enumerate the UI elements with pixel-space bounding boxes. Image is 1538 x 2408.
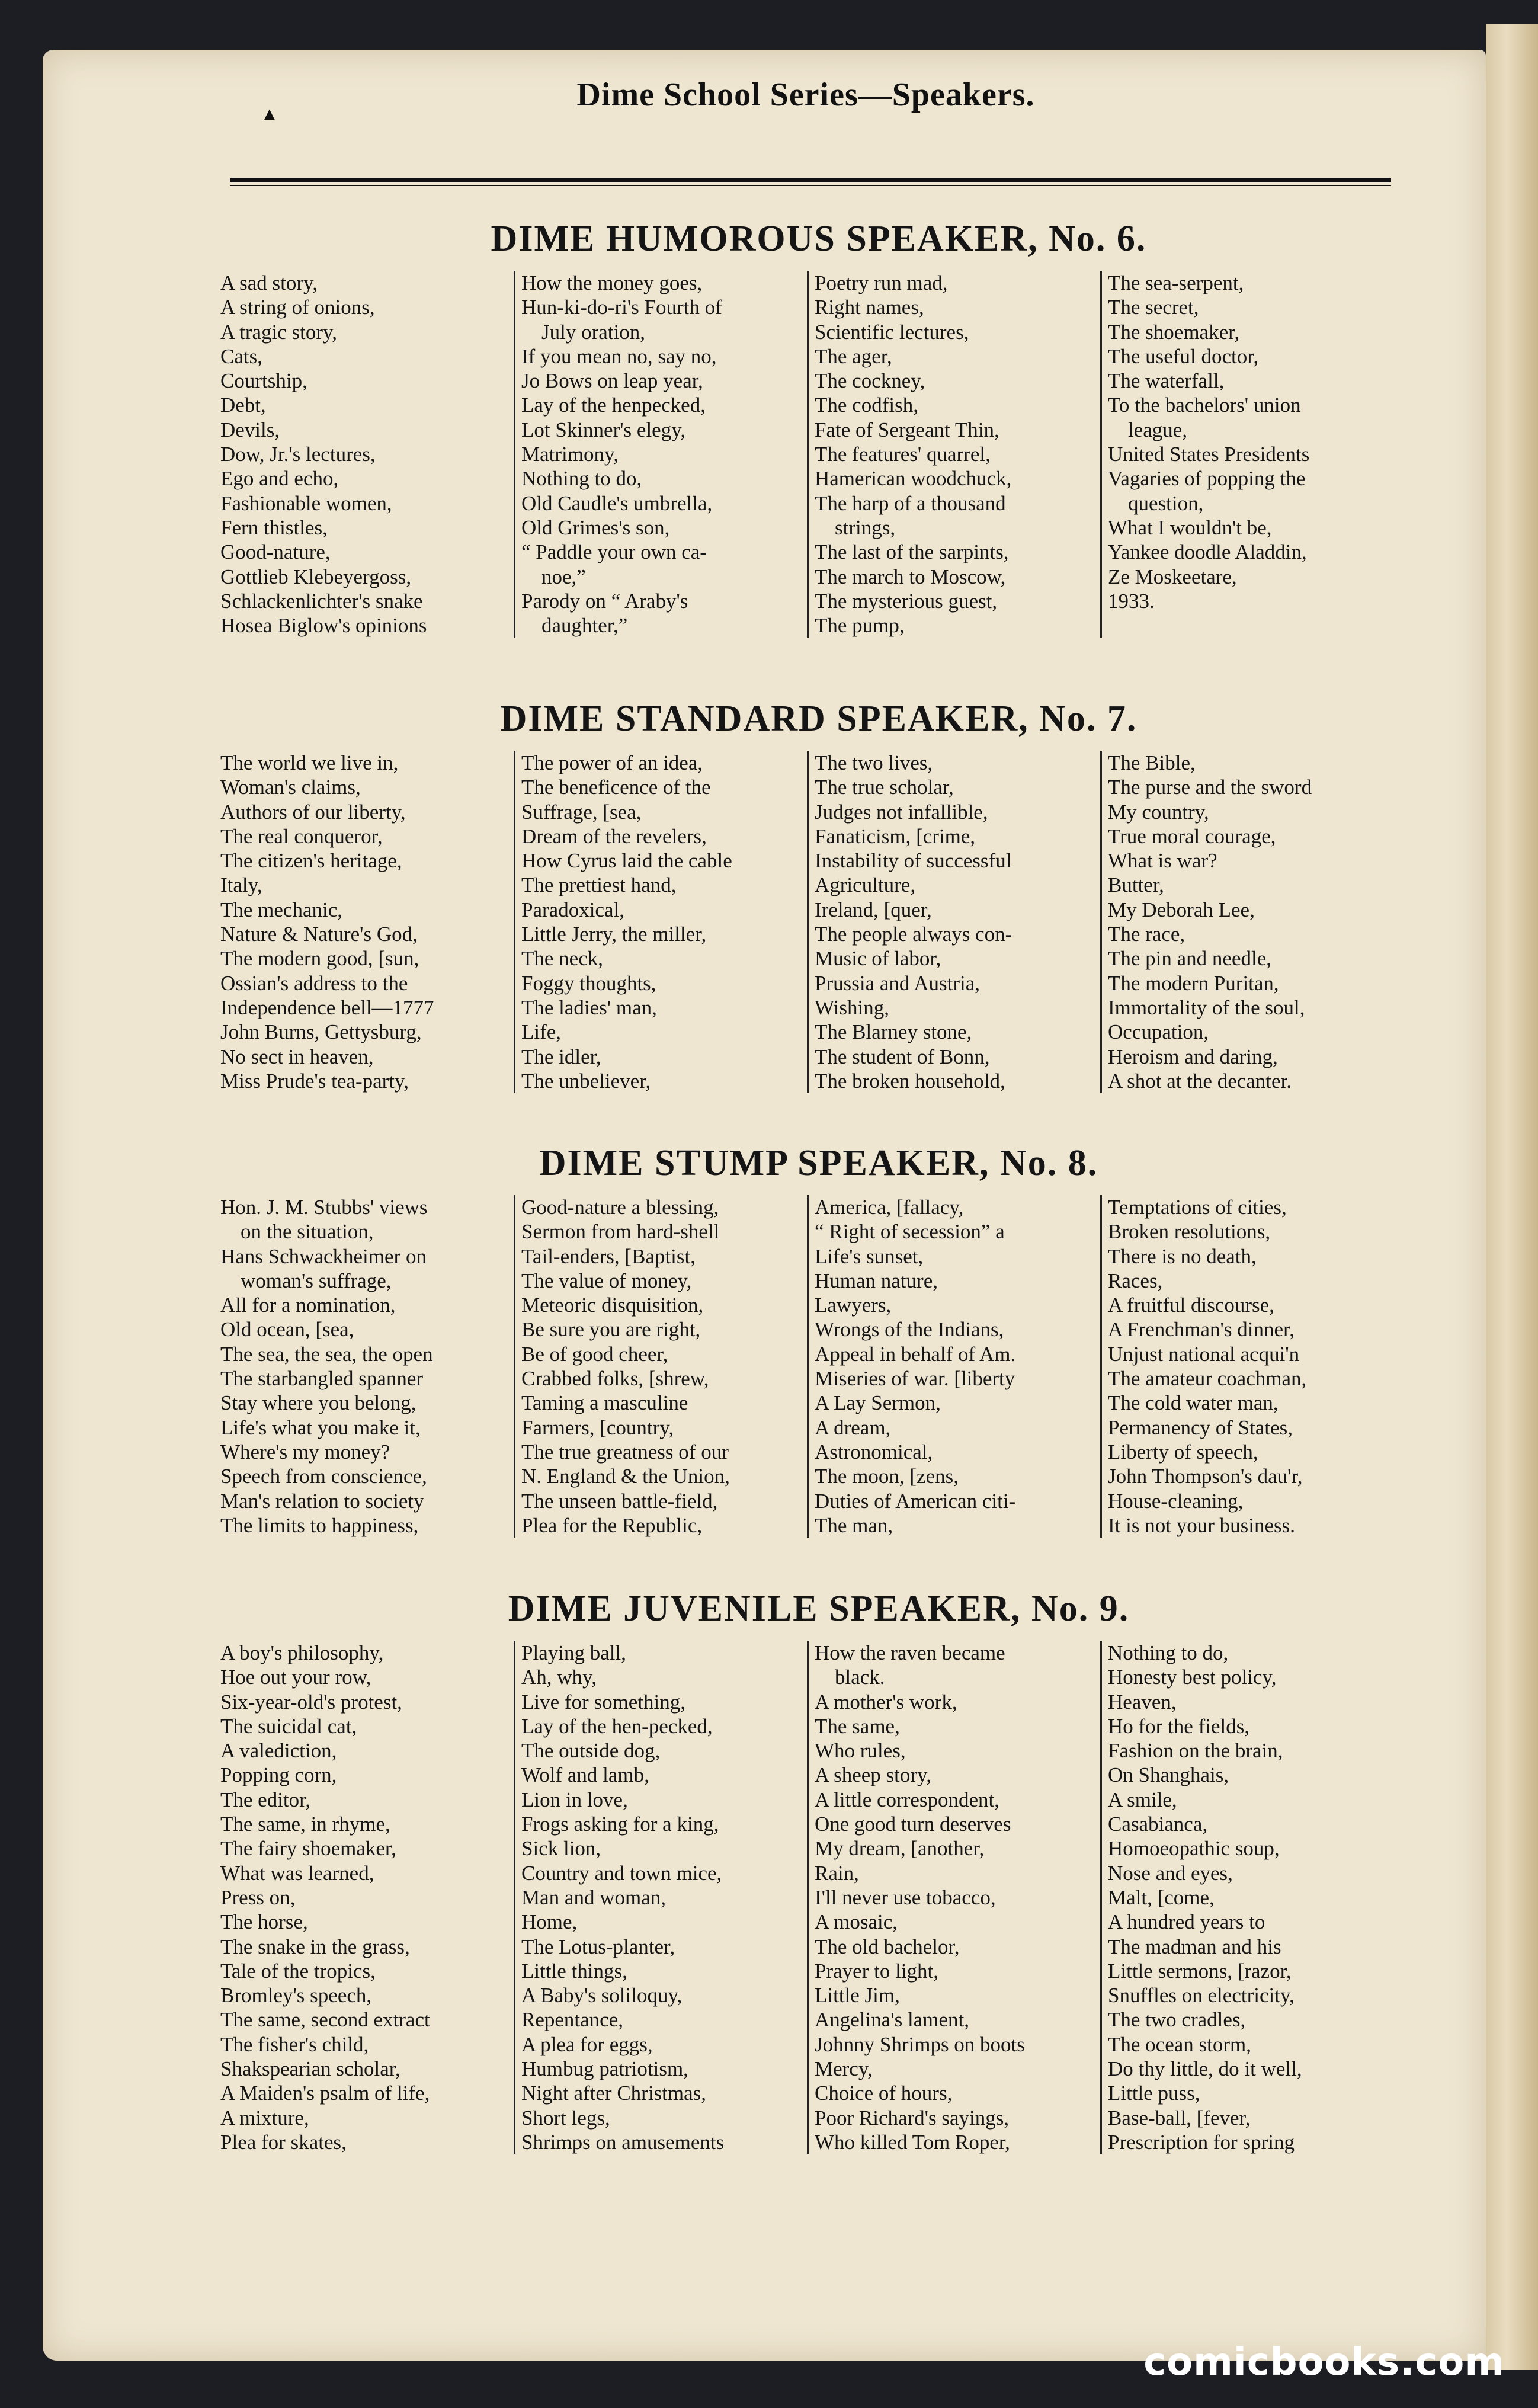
list-item: A tragic story, — [220, 320, 337, 344]
list-item: The starbangled spanner — [220, 1367, 424, 1391]
list-item: Ze Moskeetare, — [1108, 565, 1237, 588]
list-item: The two lives, — [815, 751, 933, 774]
list-item: No sect in heaven, — [220, 1045, 374, 1068]
list-item: Home, — [521, 1910, 578, 1934]
list-item: Little Jim, — [815, 1984, 900, 2007]
list-item: The outside dog, — [521, 1739, 661, 1763]
list-item: The pin and needle, — [1108, 947, 1272, 971]
list-item: The sea, the sea, the open — [220, 1342, 433, 1366]
list-item: The fairy shoemaker, — [220, 1837, 396, 1861]
list-item: Yankee doodle Aladdin, — [1108, 540, 1307, 564]
list-item: All for a nomination, — [220, 1293, 396, 1317]
section-title: DIME JUVENILE SPEAKER, No. 9. — [508, 1589, 1130, 1629]
list-item: Hosea Biglow's opinions — [220, 614, 427, 638]
list-item: A mother's work, — [815, 1690, 957, 1714]
list-item: Six-year-old's protest, — [220, 1690, 402, 1714]
list-item: question, — [1128, 491, 1204, 515]
list-item: The broken household, — [815, 1069, 1005, 1093]
section-column — [514, 1641, 807, 2154]
section-title: DIME HUMOROUS SPEAKER, No. 6. — [491, 219, 1147, 259]
list-item: The ocean storm, — [1108, 2032, 1251, 2056]
list-item: Parody on “ Araby's — [521, 589, 688, 613]
section-column — [807, 1195, 1100, 1538]
list-item: Who killed Tom Roper, — [815, 2130, 1010, 2154]
list-item: The suicidal cat, — [220, 1714, 357, 1738]
list-item: Instability of successful — [815, 849, 1012, 873]
list-item: A mixture, — [220, 2106, 309, 2130]
section-column — [807, 271, 1100, 638]
section-column — [220, 751, 514, 1093]
list-item: Country and town mice, — [521, 1861, 722, 1885]
list-item: The purse and the sword — [1108, 776, 1312, 799]
list-item: My country, — [1108, 800, 1209, 824]
list-item: Press on, — [220, 1885, 296, 1909]
list-item: Good-nature, — [220, 540, 331, 564]
section-column — [1100, 1195, 1393, 1538]
section-column — [807, 1641, 1100, 2154]
list-item: The same, second extract — [220, 2008, 430, 2032]
list-item: It is not your business. — [1108, 1513, 1295, 1537]
list-item: Astronomical, — [815, 1440, 933, 1464]
list-item: Angelina's lament, — [815, 2008, 969, 2032]
list-item: The moon, [zens, — [815, 1465, 959, 1488]
list-item: Miseries of war. [liberty — [815, 1367, 1015, 1391]
list-item: Prussia and Austria, — [815, 971, 981, 995]
list-item: Man and woman, — [521, 1885, 666, 1909]
list-item: The race, — [1108, 923, 1185, 946]
list-item: The Bible, — [1108, 751, 1196, 774]
list-item: A Maiden's psalm of life, — [220, 2082, 430, 2105]
list-item: Dow, Jr.'s lectures, — [220, 443, 376, 466]
list-item: Johnny Shrimps on boots — [815, 2032, 1025, 2056]
page-header — [225, 76, 1386, 114]
list-item: Do thy little, do it well, — [1108, 2057, 1302, 2081]
list-item: Butter, — [1108, 873, 1164, 897]
list-item: Meteoric disquisition, — [521, 1293, 704, 1317]
printer-mark-icon: ▲ — [261, 104, 278, 124]
list-item: Heaven, — [1108, 1690, 1177, 1714]
section-column — [220, 1641, 514, 2154]
list-item: The features' quarrel, — [815, 443, 991, 466]
list-item: A Frenchman's dinner, — [1108, 1318, 1295, 1341]
list-item: Fashion on the brain, — [1108, 1739, 1283, 1763]
list-item: Scientific lectures, — [815, 320, 969, 344]
list-item: John Thompson's dau'r, — [1108, 1465, 1303, 1488]
list-item: The people always con- — [815, 923, 1012, 946]
list-item: Nothing to do, — [521, 467, 642, 491]
header-rule — [230, 178, 1391, 186]
list-item: Taming a masculine — [521, 1391, 688, 1415]
list-item: A smile, — [1108, 1788, 1177, 1811]
list-item: Appeal in behalf of Am. — [815, 1342, 1016, 1366]
list-item: woman's suffrage, — [241, 1269, 392, 1292]
list-item: My Deborah Lee, — [1108, 898, 1255, 921]
list-item: Honesty best policy, — [1108, 1666, 1277, 1689]
list-item: The last of the sarpints, — [815, 540, 1009, 564]
list-item: Judges not infallible, — [815, 800, 988, 824]
list-item: noe,” — [541, 565, 586, 588]
list-item: The two cradles, — [1108, 2008, 1246, 2032]
list-item: A sad story, — [220, 271, 318, 294]
list-item: Popping corn, — [220, 1763, 337, 1787]
list-item: The unbeliever, — [521, 1069, 651, 1093]
list-item: Fashionable women, — [220, 491, 392, 515]
section-stump-speaker — [220, 1142, 1417, 1538]
section-column — [514, 271, 807, 638]
list-item: Italy, — [220, 873, 262, 897]
list-item: Stay where you belong, — [220, 1391, 416, 1415]
list-item: The student of Bonn, — [815, 1045, 990, 1068]
section-column — [514, 751, 807, 1093]
list-item: The harp of a thousand — [815, 491, 1006, 515]
section-humorous-speaker — [220, 218, 1417, 638]
list-item: Old ocean, [sea, — [220, 1318, 354, 1341]
page-edge — [1486, 24, 1538, 2370]
list-item: Ho for the fields, — [1108, 1714, 1250, 1738]
list-item: Occupation, — [1108, 1020, 1209, 1044]
list-item: A Lay Sermon, — [815, 1391, 941, 1415]
list-item: Little things, — [521, 1959, 627, 1983]
section-title: DIME STANDARD SPEAKER, No. 7. — [500, 699, 1138, 739]
list-item: House-cleaning, — [1108, 1489, 1244, 1513]
section-column — [1100, 751, 1393, 1093]
list-item: Malt, [come, — [1108, 1885, 1215, 1909]
list-item: The power of an idea, — [521, 751, 703, 774]
list-item: One good turn deserves — [815, 1813, 1011, 1836]
list-item: Hun-ki-do-ri's Fourth of — [521, 296, 722, 319]
list-item: The madman and his — [1108, 1935, 1281, 1958]
list-item: America, [fallacy, — [815, 1196, 964, 1219]
section-column — [1100, 1641, 1393, 2154]
list-item: Duties of American citi- — [815, 1489, 1016, 1513]
list-item: The pump, — [815, 614, 905, 638]
list-item: The modern good, [sun, — [220, 947, 419, 971]
list-item: Life's sunset, — [815, 1244, 924, 1268]
list-item: Fate of Sergeant Thin, — [815, 418, 999, 441]
list-item: Wishing, — [815, 995, 889, 1019]
list-item: True moral courage, — [1108, 824, 1276, 848]
list-item: Humbug patriotism, — [521, 2057, 688, 2081]
list-item: Cats, — [220, 344, 262, 368]
list-item: Rain, — [815, 1861, 859, 1885]
list-item: How the raven became — [815, 1641, 1005, 1664]
list-item: “ Right of secession” a — [815, 1220, 1005, 1244]
list-item: The snake in the grass, — [220, 1935, 410, 1958]
list-item: Speech from conscience, — [220, 1465, 427, 1488]
list-item: Temptations of cities, — [1108, 1196, 1287, 1219]
list-item: Heroism and daring, — [1108, 1045, 1278, 1068]
list-item: The same, in rhyme, — [220, 1813, 390, 1836]
list-item: Little sermons, [razor, — [1108, 1959, 1292, 1983]
list-item: Hon. J. M. Stubbs' views — [220, 1196, 428, 1219]
list-item: N. England & the Union, — [521, 1465, 730, 1488]
list-item: There is no death, — [1108, 1244, 1257, 1268]
list-item: Short legs, — [521, 2106, 610, 2130]
list-item: Courtship, — [220, 369, 307, 393]
list-item: What is war? — [1108, 849, 1217, 873]
list-item: strings, — [835, 515, 896, 539]
list-item: Poetry run mad, — [815, 271, 948, 294]
list-item: Lot Skinner's elegy, — [521, 418, 686, 441]
list-item: The amateur coachman, — [1108, 1367, 1307, 1391]
list-item: Authors of our liberty, — [220, 800, 406, 824]
list-item: The codfish, — [815, 393, 918, 417]
list-item: The value of money, — [521, 1269, 692, 1292]
list-item: Little puss, — [1108, 2082, 1200, 2105]
section-title: DIME STUMP SPEAKER, No. 8. — [539, 1143, 1098, 1183]
list-item: The ager, — [815, 344, 892, 368]
list-item: How the money goes, — [521, 271, 703, 294]
list-item: The mysterious guest, — [815, 589, 998, 613]
list-item: Hoe out your row, — [220, 1666, 371, 1689]
list-item: Ireland, [quer, — [815, 898, 932, 921]
list-item: Crabbed folks, [shrew, — [521, 1367, 709, 1391]
list-item: The Blarney stone, — [815, 1020, 972, 1044]
list-item: Prescription for spring — [1108, 2130, 1295, 2154]
list-item: The march to Moscow, — [815, 565, 1006, 588]
page-title: Dime School Series—Speakers. — [576, 76, 1035, 113]
list-item: Ah, why, — [521, 1666, 597, 1689]
list-item: The world we live in, — [220, 751, 399, 774]
list-item: 1933. — [1108, 589, 1155, 613]
list-item: Sick lion, — [521, 1837, 601, 1861]
list-item: A little correspondent, — [815, 1788, 1000, 1811]
list-item: Independence bell—1777 — [220, 995, 434, 1019]
list-item: The editor, — [220, 1788, 311, 1811]
section-columns — [220, 1195, 1417, 1538]
list-item: Mercy, — [815, 2057, 873, 2081]
list-item: A sheep story, — [815, 1763, 932, 1787]
list-item: Broken resolutions, — [1108, 1220, 1271, 1244]
list-item: Races, — [1108, 1269, 1163, 1292]
list-item: My dream, [another, — [815, 1837, 985, 1861]
list-item: Debt, — [220, 393, 266, 417]
list-item: Tail-enders, [Baptist, — [521, 1244, 696, 1268]
list-item: Foggy thoughts, — [521, 971, 656, 995]
list-item: Live for something, — [521, 1690, 686, 1714]
list-item: The shoemaker, — [1108, 320, 1240, 344]
list-item: Ossian's address to the — [220, 971, 408, 995]
list-item: Suffrage, [sea, — [521, 800, 642, 824]
list-item: Paradoxical, — [521, 898, 624, 921]
list-item: Ego and echo, — [220, 467, 339, 491]
section-column — [1100, 271, 1393, 638]
list-item: Sermon from hard-shell — [521, 1220, 720, 1244]
list-item: The unseen battle-field, — [521, 1489, 718, 1513]
list-item: Little Jerry, the miller, — [521, 923, 707, 946]
list-item: Old Caudle's umbrella, — [521, 491, 713, 515]
list-item: Nose and eyes, — [1108, 1861, 1233, 1885]
list-item: Snuffles on electricity, — [1108, 1984, 1295, 2007]
section-columns — [220, 271, 1417, 638]
list-item: Choice of hours, — [815, 2082, 953, 2105]
list-item: A valediction, — [220, 1739, 337, 1763]
list-item: Permanency of States, — [1108, 1416, 1293, 1439]
list-item: The ladies' man, — [521, 995, 657, 1019]
list-item: A mosaic, — [815, 1910, 898, 1934]
list-item: “ Paddle your own ca- — [521, 540, 707, 564]
list-item: A plea for eggs, — [521, 2032, 653, 2056]
list-item: The idler, — [521, 1045, 601, 1068]
list-item: The beneficence of the — [521, 776, 711, 799]
list-item: Unjust national acqui'n — [1108, 1342, 1300, 1366]
list-item: The citizen's heritage, — [220, 849, 402, 873]
section-columns — [220, 751, 1417, 1093]
list-item: The man, — [815, 1513, 893, 1537]
list-item: The horse, — [220, 1910, 308, 1934]
list-item: Lion in love, — [521, 1788, 628, 1811]
list-item: Dream of the revelers, — [521, 824, 707, 848]
list-item: Nothing to do, — [1108, 1641, 1229, 1664]
list-item: Where's my money? — [220, 1440, 390, 1464]
list-item: Miss Prude's tea-party, — [220, 1069, 409, 1093]
list-item: The neck, — [521, 947, 603, 971]
list-item: Shrimps on amusements — [521, 2130, 725, 2154]
list-item: To the bachelors' union — [1108, 393, 1301, 417]
list-item: Be of good cheer, — [521, 1342, 668, 1366]
list-item: Repentance, — [521, 2008, 623, 2032]
list-item: John Burns, Gettysburg, — [220, 1020, 422, 1044]
list-item: Plea for skates, — [220, 2130, 347, 2154]
list-item: A boy's philosophy, — [220, 1641, 384, 1664]
section-juvenile-speaker — [220, 1588, 1417, 2154]
list-item: black. — [835, 1666, 885, 1689]
watermark: comicbooks.com — [1143, 2340, 1505, 2384]
list-item: Homoeopathic soup, — [1108, 1837, 1280, 1861]
list-item: A dream, — [815, 1416, 891, 1439]
list-item: On Shanghais, — [1108, 1763, 1229, 1787]
list-item: Base-ball, [fever, — [1108, 2106, 1251, 2130]
list-item: Farmers, [country, — [521, 1416, 674, 1439]
list-item: Devils, — [220, 418, 280, 441]
list-item: A fruitful discourse, — [1108, 1293, 1274, 1317]
list-item: Casabianca, — [1108, 1813, 1208, 1836]
list-item: Schlackenlichter's snake — [220, 589, 423, 613]
list-item: Playing ball, — [521, 1641, 626, 1664]
list-item: Man's relation to society — [220, 1489, 424, 1513]
list-item: The useful doctor, — [1108, 344, 1259, 368]
list-item: I'll never use tobacco, — [815, 1885, 996, 1909]
list-item: The fisher's child, — [220, 2032, 369, 2056]
section-standard-speaker — [220, 698, 1417, 1093]
list-item: Hamerican woodchuck, — [815, 467, 1012, 491]
list-item: The modern Puritan, — [1108, 971, 1279, 995]
list-item: A hundred years to — [1108, 1910, 1265, 1934]
list-item: Plea for the Republic, — [521, 1513, 703, 1537]
list-item: Human nature, — [815, 1269, 938, 1292]
list-item: Prayer to light, — [815, 1959, 938, 1983]
list-item: Hans Schwackheimer on — [220, 1244, 427, 1268]
list-item: The sea-serpent, — [1108, 271, 1244, 294]
list-item: Woman's claims, — [220, 776, 361, 799]
section-column — [807, 751, 1100, 1093]
list-item: The prettiest hand, — [521, 873, 677, 897]
list-item: Night after Christmas, — [521, 2082, 707, 2105]
list-item: Wolf and lamb, — [521, 1763, 649, 1787]
list-item: Lawyers, — [815, 1293, 892, 1317]
list-item: Jo Bows on leap year, — [521, 369, 703, 393]
section-columns — [220, 1641, 1417, 2154]
list-item: Shakspearian scholar, — [220, 2057, 400, 2081]
list-item: Fanaticism, [crime, — [815, 824, 976, 848]
list-item: United States Presidents — [1108, 443, 1310, 466]
list-item: Good-nature a blessing, — [521, 1196, 719, 1219]
list-item: Music of labor, — [815, 947, 941, 971]
section-column — [220, 271, 514, 638]
list-item: The limits to happiness, — [220, 1513, 419, 1537]
list-item: Lay of the henpecked, — [521, 393, 706, 417]
list-item: Old Grimes's son, — [521, 515, 670, 539]
list-item: The waterfall, — [1108, 369, 1225, 393]
list-item: The mechanic, — [220, 898, 343, 921]
list-item: The true scholar, — [815, 776, 954, 799]
list-item: on the situation, — [241, 1220, 374, 1244]
list-item: Fern thistles, — [220, 515, 328, 539]
list-item: Frogs asking for a king, — [521, 1813, 719, 1836]
list-item: Matrimony, — [521, 443, 619, 466]
list-item: Bromley's speech, — [220, 1984, 372, 2007]
list-item: daughter,” — [541, 614, 628, 638]
list-item: How Cyrus laid the cable — [521, 849, 732, 873]
list-item: Poor Richard's sayings, — [815, 2106, 1010, 2130]
list-item: A string of onions, — [220, 296, 375, 319]
list-item: Liberty of speech, — [1108, 1440, 1258, 1464]
list-item: Gottlieb Klebeyergoss, — [220, 565, 412, 588]
list-item: Right names, — [815, 296, 924, 319]
list-item: Immortality of the soul, — [1108, 995, 1305, 1019]
list-item: If you mean no, say no, — [521, 344, 717, 368]
list-item: Who rules, — [815, 1739, 906, 1763]
list-item: The real conqueror, — [220, 824, 383, 848]
list-item: The Lotus-planter, — [521, 1935, 675, 1958]
list-item: Be sure you are right, — [521, 1318, 701, 1341]
list-item: The cold water man, — [1108, 1391, 1279, 1415]
list-item: The same, — [815, 1714, 900, 1738]
list-item: A shot at the decanter. — [1108, 1069, 1292, 1093]
list-item: A Baby's soliloquy, — [521, 1984, 683, 2007]
list-item: league, — [1128, 418, 1188, 441]
section-column — [514, 1195, 807, 1538]
section-column — [220, 1195, 514, 1538]
list-item: The cockney, — [815, 369, 925, 393]
list-item: The old bachelor, — [815, 1935, 960, 1958]
list-item: The true greatness of our — [521, 1440, 729, 1464]
list-item: What I wouldn't be, — [1108, 515, 1272, 539]
list-item: Life's what you make it, — [220, 1416, 421, 1439]
list-item: What was learned, — [220, 1861, 374, 1885]
list-item: Vagaries of popping the — [1108, 467, 1306, 491]
list-item: Nature & Nature's God, — [220, 923, 418, 946]
list-item: Tale of the tropics, — [220, 1959, 376, 1983]
list-item: Wrongs of the Indians, — [815, 1318, 1004, 1341]
list-item: The secret, — [1108, 296, 1199, 319]
list-item: July oration, — [541, 320, 645, 344]
list-item: Agriculture, — [815, 873, 916, 897]
list-item: Life, — [521, 1020, 562, 1044]
list-item: Lay of the hen-pecked, — [521, 1714, 713, 1738]
